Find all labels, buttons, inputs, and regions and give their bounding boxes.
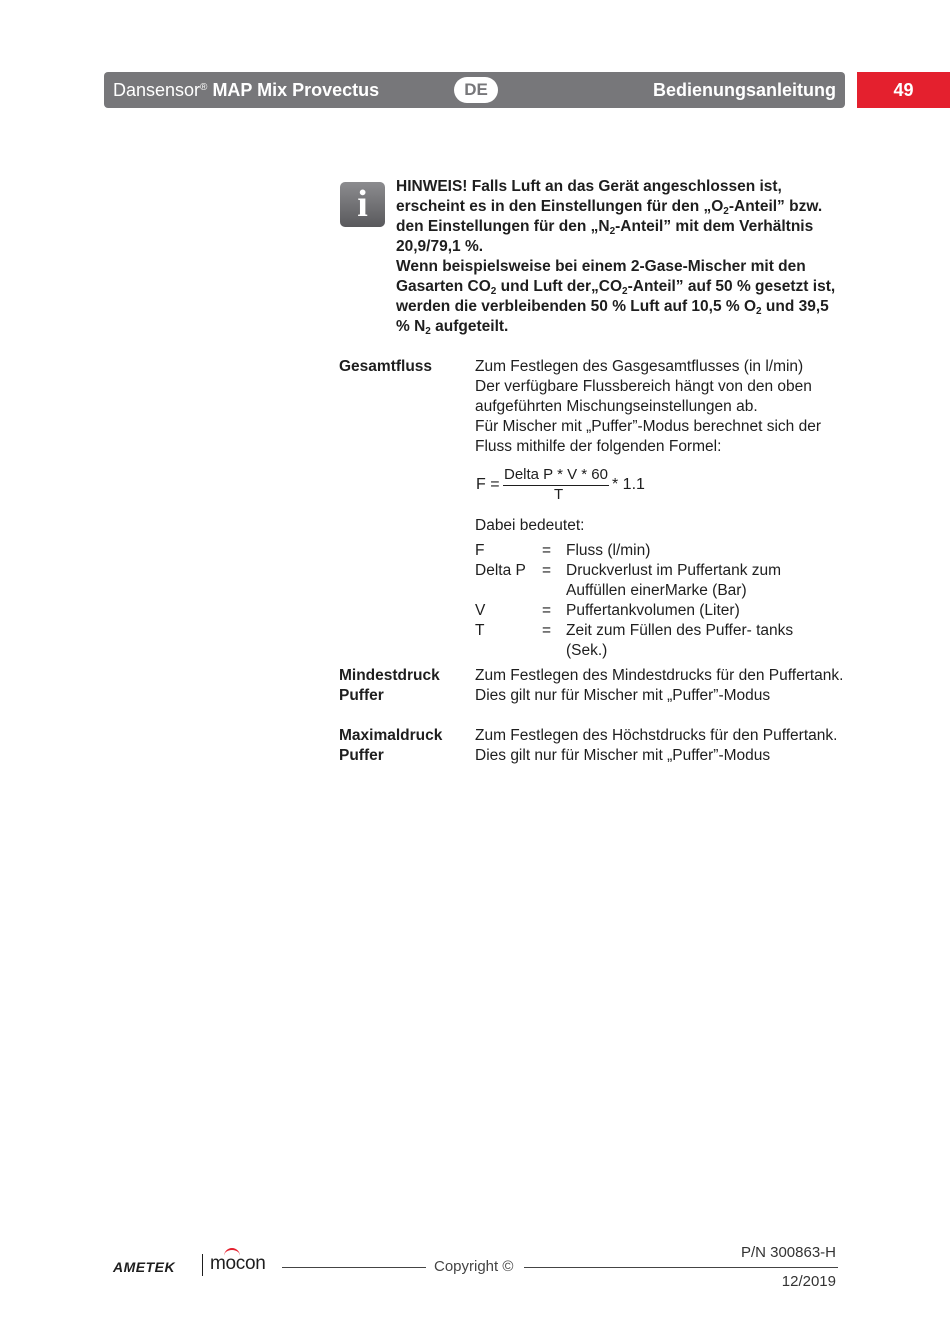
term-maximaldruck-line-2: Puffer (339, 747, 384, 764)
formula-tail: * 1.1 (612, 476, 645, 493)
language-badge: DE (454, 77, 498, 103)
flow-formula (476, 465, 676, 507)
term-mindestdruck-line-1: Mindestdruck (339, 667, 440, 684)
logo-separator (202, 1254, 203, 1276)
header-bar (104, 72, 845, 108)
formula-lhs: F = (476, 476, 500, 493)
term-mindestdruck-line-2: Puffer (339, 687, 384, 704)
legend-equals: = (542, 542, 552, 559)
maximaldruck-line-1: Zum Festlegen des Höchstdrucks für den Puffertank. (475, 727, 838, 744)
part-number: P/N 300863-H (740, 1244, 836, 1261)
gesamtfluss-line-3: Für Mischer mit „Puffer”-Modus berechnet sich der Fluss mithilfe der folgenden Formel: (475, 418, 821, 455)
formula-denominator: T (554, 486, 564, 503)
note-text (396, 177, 844, 337)
ametek-logo: AMETEK (113, 1259, 176, 1275)
term-maximaldruck-line-1: Maximaldruck (339, 727, 443, 744)
legend-equals: = (542, 602, 552, 619)
footer-rule-left (282, 1267, 426, 1268)
legend-description: Druckverlust im Puffertank zum Auffüllen einerMarke (Bar) (566, 562, 782, 599)
mindestdruck-line-1: Zum Festlegen des Mindestdrucks für den Puffertank. (475, 667, 844, 684)
maximaldruck-line-2: Dies gilt nur für Mischer mit „Puffer”-Modus (475, 747, 771, 764)
term-mindestdruck (339, 666, 469, 706)
legend-symbol: V (475, 602, 486, 619)
document-date: 12/2019 (781, 1273, 836, 1290)
page-number: 49 (857, 72, 950, 108)
formula-numerator: Delta P * V * 60 (504, 466, 608, 483)
legend-description: Fluss (l/min) (566, 542, 651, 559)
product-model: MAP Mix Provectus (212, 80, 380, 100)
mocon-logo: mocon (210, 1253, 266, 1274)
legend-symbol: Delta P (475, 562, 526, 579)
note-paragraph-1: HINWEIS! Falls Luft an das Gerät angeschlossen ist, erscheint es in den Einstellungen für den $„O_2$-Anteil” bzw. den Einstellungen für den $„N_2$-Anteil” mit dem Verhältnis 20,9/79,1 %. (396, 178, 823, 255)
brand-name: Dansensor (113, 80, 201, 100)
info-icon (340, 182, 385, 227)
legend-intro: Dabei bedeutet: (475, 517, 585, 534)
product-name (113, 80, 379, 101)
legend-description: Zeit zum Füllen des Puffer- tanks (Sek.) (566, 622, 794, 659)
desc-mindestdruck (475, 666, 847, 706)
term-gesamtfluss: Gesamtfluss (339, 358, 433, 375)
manual-title: Bedienungsanleitung (652, 80, 836, 100)
desc-maximaldruck (475, 726, 847, 766)
legend-description: Puffertankvolumen (Liter) (566, 602, 740, 619)
registered-mark: ® (200, 82, 208, 93)
desc-gesamtfluss (475, 357, 847, 457)
footer-rule-right (524, 1267, 838, 1268)
term-maximaldruck (339, 726, 469, 766)
gesamtfluss-line-2: Der verfügbare Flussbereich hängt von den oben aufgeführten Mischungseinstellungen ab. (475, 378, 812, 415)
note-paragraph-2: Wenn beispielsweise bei einem 2-Gase-Mischer mit den Gasarten $CO_2$ und Luft $der„CO_2$-Anteil” auf 50 % gesetzt ist, werden die verbleibenden 50 % Luft auf 10,5 % $O_2$ und 39,5 % $N_2$ aufgeteilt. (396, 258, 836, 337)
copyright-text: Copyright © (434, 1258, 514, 1275)
mindestdruck-line-2: Dies gilt nur für Mischer mit „Puffer”-Modus (475, 687, 771, 704)
legend-equals: = (542, 622, 552, 639)
legend-symbol: T (475, 622, 485, 639)
legend-equals: = (542, 562, 552, 579)
info-icon-glyph: i (357, 183, 368, 225)
gesamtfluss-line-1: Zum Festlegen des Gasgesamtflusses (in l/min) (475, 358, 804, 375)
legend-symbol: F (475, 542, 485, 559)
